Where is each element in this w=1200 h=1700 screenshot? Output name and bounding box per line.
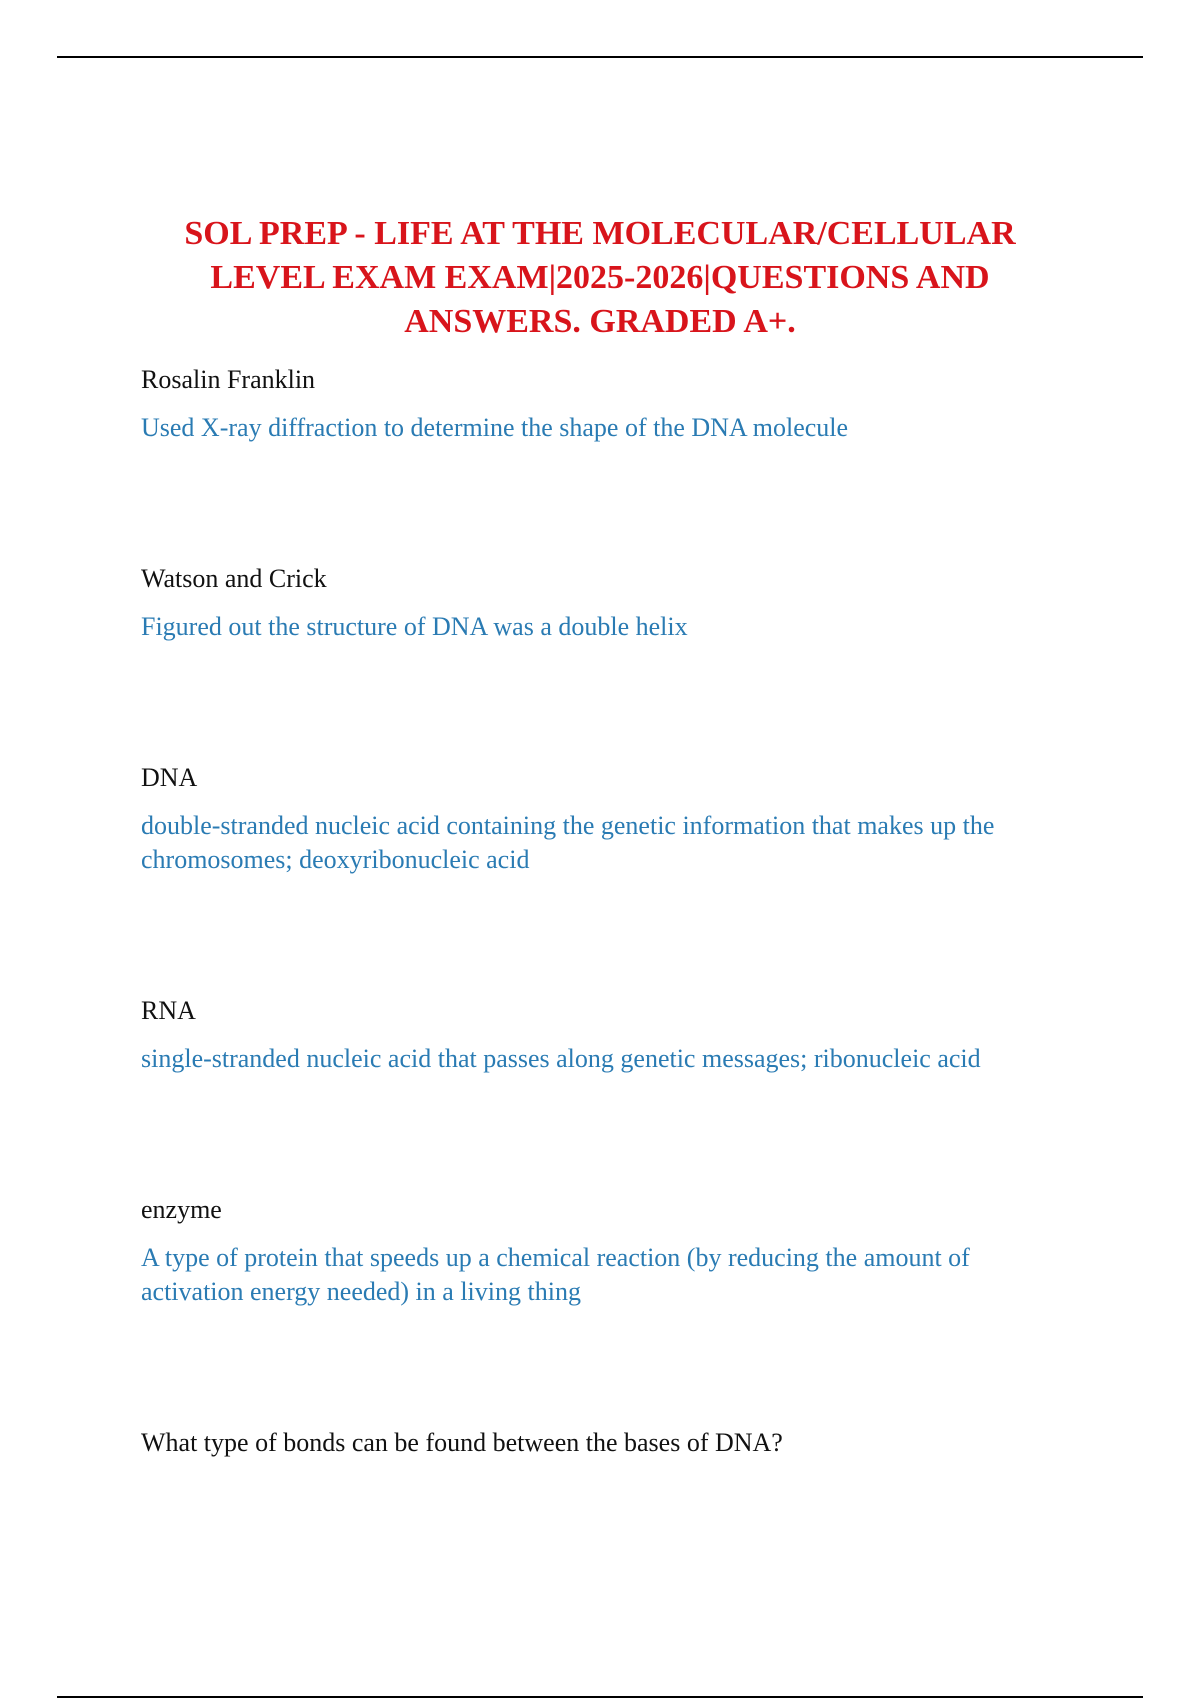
entry-definition: Figured out the structure of DNA was a double helix [141, 612, 688, 641]
document-title: SOL PREP - LIFE AT THE MOLECULAR/CELLULAR LEVEL EXAM EXAM|2025-2026|QUESTIONS AND ANSWERS. GRADED A+. [184, 215, 1016, 340]
entry-definition: A type of protein that speeds up a chemical reaction (by reducing the amount of activation energy needed) in a living thing [141, 1243, 970, 1306]
entry-term: DNA [141, 763, 198, 792]
qa-entry [141, 763, 1071, 877]
qa-entry [141, 1195, 1071, 1309]
bottom-divider [57, 1696, 1143, 1698]
entry-term: enzyme [141, 1195, 222, 1224]
entry-term: Rosalin Franklin [141, 365, 316, 394]
qa-entry [141, 564, 1071, 644]
qa-entry [141, 996, 1071, 1076]
qa-entry [141, 1428, 1071, 1474]
entry-term: What type of bonds can be found between the bases of DNA? [141, 1428, 783, 1457]
entry-term: RNA [141, 996, 196, 1025]
entry-term: Watson and Crick [141, 564, 327, 593]
qa-entry [141, 365, 1071, 445]
entry-definition: single-stranded nucleic acid that passes along genetic messages; ribonucleic acid [141, 1044, 981, 1073]
top-divider [57, 56, 1143, 58]
entry-definition: Used X-ray diffraction to determine the shape of the DNA molecule [141, 413, 849, 442]
entry-definition: double-stranded nucleic acid containing the genetic information that makes up the chromosomes; deoxyribonucleic acid [141, 811, 995, 874]
